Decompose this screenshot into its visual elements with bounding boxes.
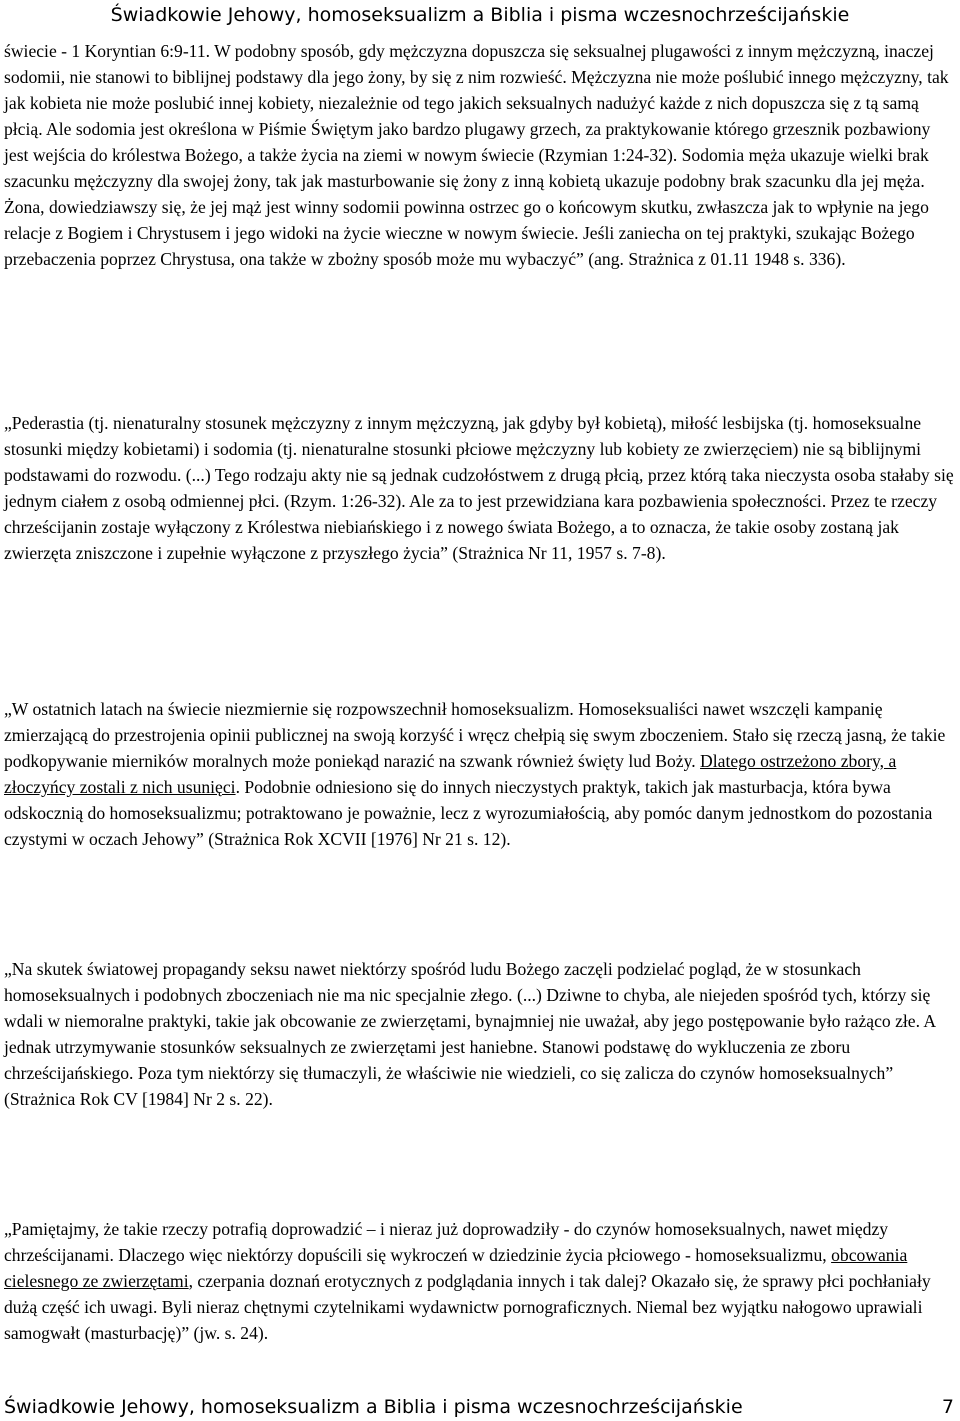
paragraph-1976-watchtower-quote bbox=[4, 696, 954, 852]
page-header: Świadkowie Jehowy, homoseksualizm a Biblia i pisma wczesnochrześcijańskie bbox=[110, 4, 850, 26]
text-run: „Pamiętajmy, że takie rzeczy potrafią doprowadzić – i nieraz już doprowadziły - do czynów homoseksualnych, nawet między chrześcijanami. Dlaczego więc niektórzy dopuścili się wykroczeń w dziedzinie życia płciowego - homoseksualizmu, bbox=[4, 1219, 889, 1265]
underlined-text-run: obcowania cielesnego ze zwierzętami bbox=[4, 1245, 908, 1291]
page-number: 7 bbox=[941, 1396, 954, 1418]
page-footer bbox=[4, 1394, 954, 1420]
paragraph-1948-watchtower-quote bbox=[4, 38, 954, 272]
text-run: świecie - 1 Koryntian 6:9-11. W podobny sposób, gdy mężczyzna dopuszcza się seksualnej plugawości z innym mężczyzną, inaczej sodomii, nie stanowi to biblijnej podstawy dla jego żony, by się z nim rozwieść. Mężczyzna nie może poślubić innego mężczyzny, tak jak kobieta nie może poslubić innej kobiety, niezależnie od tego jakich seksualnych nadużyć każde z nich dopuszcza się z tą samą płcią. Ale sodomia jest określona w Piśmie Świętym jako bardzo plugawy grzech, za praktykowanie którego grzesznik pozbawiony jest wejścia do królestwa Bożego, a także życia na ziemi w nowym świecie (Rzymian 1:24-32). Sodomia męża ukazuje wielki brak szacunku mężczyzny dla swojej żony, tak jak masturbowanie się żony z inną kobietą ukazuje podobny brak szacunku dla jej męża. Żona, dowiedziawszy się, że jej mąż jest winny sodomii powinna ostrzec go o końcowym skutku, zwłaszcza jak to wpłynie na jego relacje z Bogiem i Chrystusem i jego widoki na życie wieczne w nowym świecie. Jeśli zaniecha on tej praktyki, szukając Bożego przebaczenia poprzez Chrystusa, ona także w zbożny sposób może mu wybaczyć” (ang. Strażnica z 01.11 1948 s. 336). bbox=[4, 41, 949, 269]
footer-title: Świadkowie Jehowy, homoseksualizm a Biblia i pisma wczesnochrześcijańskie bbox=[4, 1396, 743, 1418]
text-run: „Pederastia (tj. nienaturalny stosunek mężczyzny z innym mężczyzną, jak gdyby był kobietą), miłość lesbijska (tj. homoseksualne stosunki między kobietami) i sodomia (tj. nienaturalne stosunki płciowe mężczyzny lub kobiety ze zwierzęciem) nie są biblijnymi podstawami do rozwodu. (...) Tego rodzaju akty nie są jednak cudzołóstwem z drugą płcią, przez którą taka nieczysta osoba stałaby się jednym ciałem z osobą odmiennej płci. (Rzym. 1:26-32). Ale za to jest przewidziana kara pozbawienia społeczności. Przez te rzeczy chrześcijanin zostaje wyłączony z Królestwa niebiańskiego i z nowego świata Bożego, a to oznacza, że takie osoby zostaną jak zwierzęta zniszczone i zupełnie wyłączone z przyszłego życia” (Strażnica Nr 11, 1957 s. 7-8). bbox=[4, 413, 954, 563]
paragraph-1984-watchtower-quote bbox=[4, 956, 954, 1112]
paragraph-1984-continued-quote bbox=[4, 1216, 954, 1346]
underlined-text-run: Dlatego ostrzeżono zbory, a złoczyńcy zostali z nich usunięci bbox=[4, 751, 897, 797]
paragraph-1957-watchtower-quote bbox=[4, 410, 954, 566]
text-run: , czerpania doznań erotycznych z podglądania innych i tak dalej? Okazało się, że sprawy płci pochłaniały dużą część ich uwagi. Byli nieraz chętnymi czytelnikami wydawnictw pornograficznych. Niemal bez wyjątku nałogowo uprawiali samogwałt (masturbację)” (jw. s. 24). bbox=[4, 1271, 931, 1343]
text-run: . Podobnie odniesiono się do innych nieczystych praktyk, takich jak masturbacja, która bywa odskocznią do homoseksualizmu; potraktowano je poważnie, lecz z wyrozumiałością, aby pomóc danym jednostkom do pozostania czystymi w oczach Jehowy” (Strażnica Rok XCVII [1976] Nr 21 s. 12). bbox=[4, 777, 933, 849]
text-run: „W ostatnich latach na świecie niezmiernie się rozpowszechnił homoseksualizm. Homoseksualiści nawet wszczęli kampanię zmierzającą do przestrojenia opinii publicznej na swoją korzyść i wręcz chełpią się swym zboczeniem. Stało się rzeczą jasną, że takie podkopywanie mierników moralnych może poniekąd narazić na szwank również święty lud Boży. bbox=[4, 699, 946, 771]
text-run: „Na skutek światowej propagandy seksu nawet niektórzy spośród ludu Bożego zaczęli podzielać pogląd, że w stosunkach homoseksualnych i podobnych zboczeniach nie ma nic specjalnie złego. (...) Dziwne to chyba, ale niejeden spośród tych, którzy się wdali w niemoralne praktyki, takie jak obcowanie ze zwierzętami, bynajmniej nie uważał, aby jego postępowanie było rażąco złe. A jednak utrzymywanie stosunków seksualnych ze zwierzętami jest haniebne. Stanowi podstawę do wykluczenia ze zboru chrześcijańskiego. Poza tym niektórzy się tłumaczyli, że właściwie nie wiedzieli, co się zalicza do czynów homoseksualnych” (Strażnica Rok CV [1984] Nr 2 s. 22). bbox=[4, 959, 936, 1109]
